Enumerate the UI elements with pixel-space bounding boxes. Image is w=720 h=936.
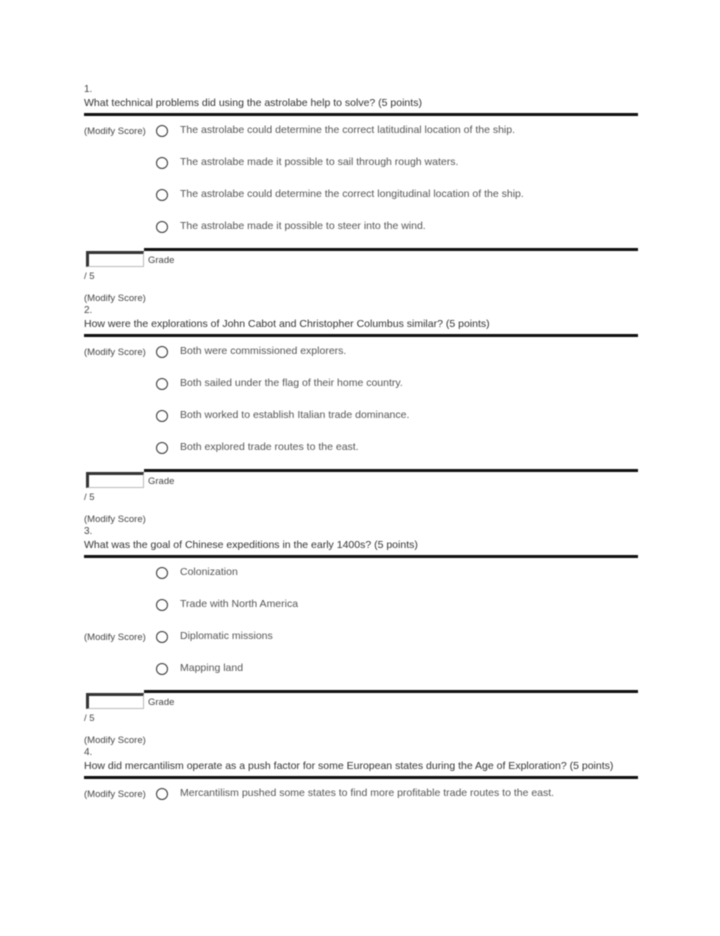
question-text: How were the explorations of John Cabot and Christopher Columbus similar? (5 points) <box>84 318 490 330</box>
grade-label: Grade <box>148 255 175 266</box>
modify-score-link[interactable]: (Modify Score) <box>84 789 146 800</box>
answer-option[interactable] <box>156 660 638 682</box>
question-3 <box>84 526 638 747</box>
divider <box>84 334 638 337</box>
answer-list <box>84 122 638 240</box>
question-number: 4. <box>84 747 93 758</box>
grade-label: Grade <box>148 476 175 487</box>
answer-text: Both worked to establish Italian trade dominance. <box>180 409 410 421</box>
answer-option[interactable] <box>156 628 638 650</box>
answer-text: Mercantilism pushed some states to find more profitable trade routes to the east. <box>180 787 555 799</box>
question-4 <box>84 747 638 807</box>
answer-list <box>84 343 638 461</box>
divider <box>84 776 638 779</box>
radio-button[interactable] <box>156 157 168 169</box>
radio-button[interactable] <box>156 442 168 454</box>
question-number: 3. <box>84 526 93 537</box>
modify-score-link[interactable]: (Modify Score) <box>84 293 146 304</box>
answer-option[interactable] <box>156 186 638 208</box>
answer-list <box>84 785 638 807</box>
grade-label: Grade <box>148 697 175 708</box>
modify-score-link[interactable]: (Modify Score) <box>84 735 146 746</box>
score-label: / 5 <box>84 713 95 724</box>
grade-input[interactable] <box>86 251 144 267</box>
modify-score-link[interactable]: (Modify Score) <box>84 347 146 358</box>
question-text: How did mercantilism operate as a push factor for some European states during the Age of Exploration? (5 points) <box>84 760 614 772</box>
radio-button[interactable] <box>156 599 168 611</box>
answer-option[interactable] <box>156 122 638 144</box>
question-text: What technical problems did using the astrolabe help to solve? (5 points) <box>84 97 422 109</box>
answer-text: Trade with North America <box>180 598 299 610</box>
answer-option[interactable] <box>156 596 638 618</box>
answer-text: The astrolabe could determine the correct longitudinal location of the ship. <box>180 188 524 200</box>
radio-button[interactable] <box>156 567 168 579</box>
radio-button[interactable] <box>156 125 168 137</box>
question-number: 1. <box>84 84 93 95</box>
answer-option[interactable] <box>156 785 638 807</box>
question-number: 2. <box>84 305 93 316</box>
radio-button[interactable] <box>156 410 168 422</box>
modify-score-link[interactable]: (Modify Score) <box>84 632 146 643</box>
answer-option[interactable] <box>156 375 638 397</box>
grade-row <box>84 472 638 492</box>
radio-button[interactable] <box>156 663 168 675</box>
divider <box>84 113 638 116</box>
modify-score-link[interactable]: (Modify Score) <box>84 126 146 137</box>
answer-option[interactable] <box>156 439 638 461</box>
answer-text: The astrolabe made it possible to sail through rough waters. <box>180 156 459 168</box>
radio-button[interactable] <box>156 378 168 390</box>
radio-button[interactable] <box>156 189 168 201</box>
answer-option[interactable] <box>156 564 638 586</box>
answer-option[interactable] <box>156 343 638 365</box>
answer-list <box>84 564 638 682</box>
radio-button[interactable] <box>156 221 168 233</box>
question-text: What was the goal of Chinese expeditions in the early 1400s? (5 points) <box>84 539 418 551</box>
answer-text: Mapping land <box>180 662 244 674</box>
answer-option[interactable] <box>156 218 638 240</box>
answer-text: Colonization <box>180 566 238 578</box>
question-2 <box>84 305 638 526</box>
score-label: / 5 <box>84 492 95 503</box>
answer-text: The astrolabe could determine the correct latitudinal location of the ship. <box>180 124 516 136</box>
quiz-page <box>84 84 638 817</box>
modify-score-link[interactable]: (Modify Score) <box>84 514 146 525</box>
radio-button[interactable] <box>156 346 168 358</box>
grade-row <box>84 693 638 713</box>
radio-button[interactable] <box>156 788 168 800</box>
radio-button[interactable] <box>156 631 168 643</box>
question-1 <box>84 84 638 305</box>
answer-text: Both were commissioned explorers. <box>180 345 347 357</box>
divider <box>84 555 638 558</box>
answer-text: The astrolabe made it possible to steer into the wind. <box>180 220 426 232</box>
score-label: / 5 <box>84 271 95 282</box>
grade-input[interactable] <box>86 472 144 488</box>
answer-option[interactable] <box>156 407 638 429</box>
answer-text: Diplomatic missions <box>180 630 273 642</box>
answer-text: Both explored trade routes to the east. <box>180 441 359 453</box>
grade-row <box>84 251 638 271</box>
answer-text: Both sailed under the flag of their home country. <box>180 377 403 389</box>
answer-option[interactable] <box>156 154 638 176</box>
grade-input[interactable] <box>86 693 144 709</box>
